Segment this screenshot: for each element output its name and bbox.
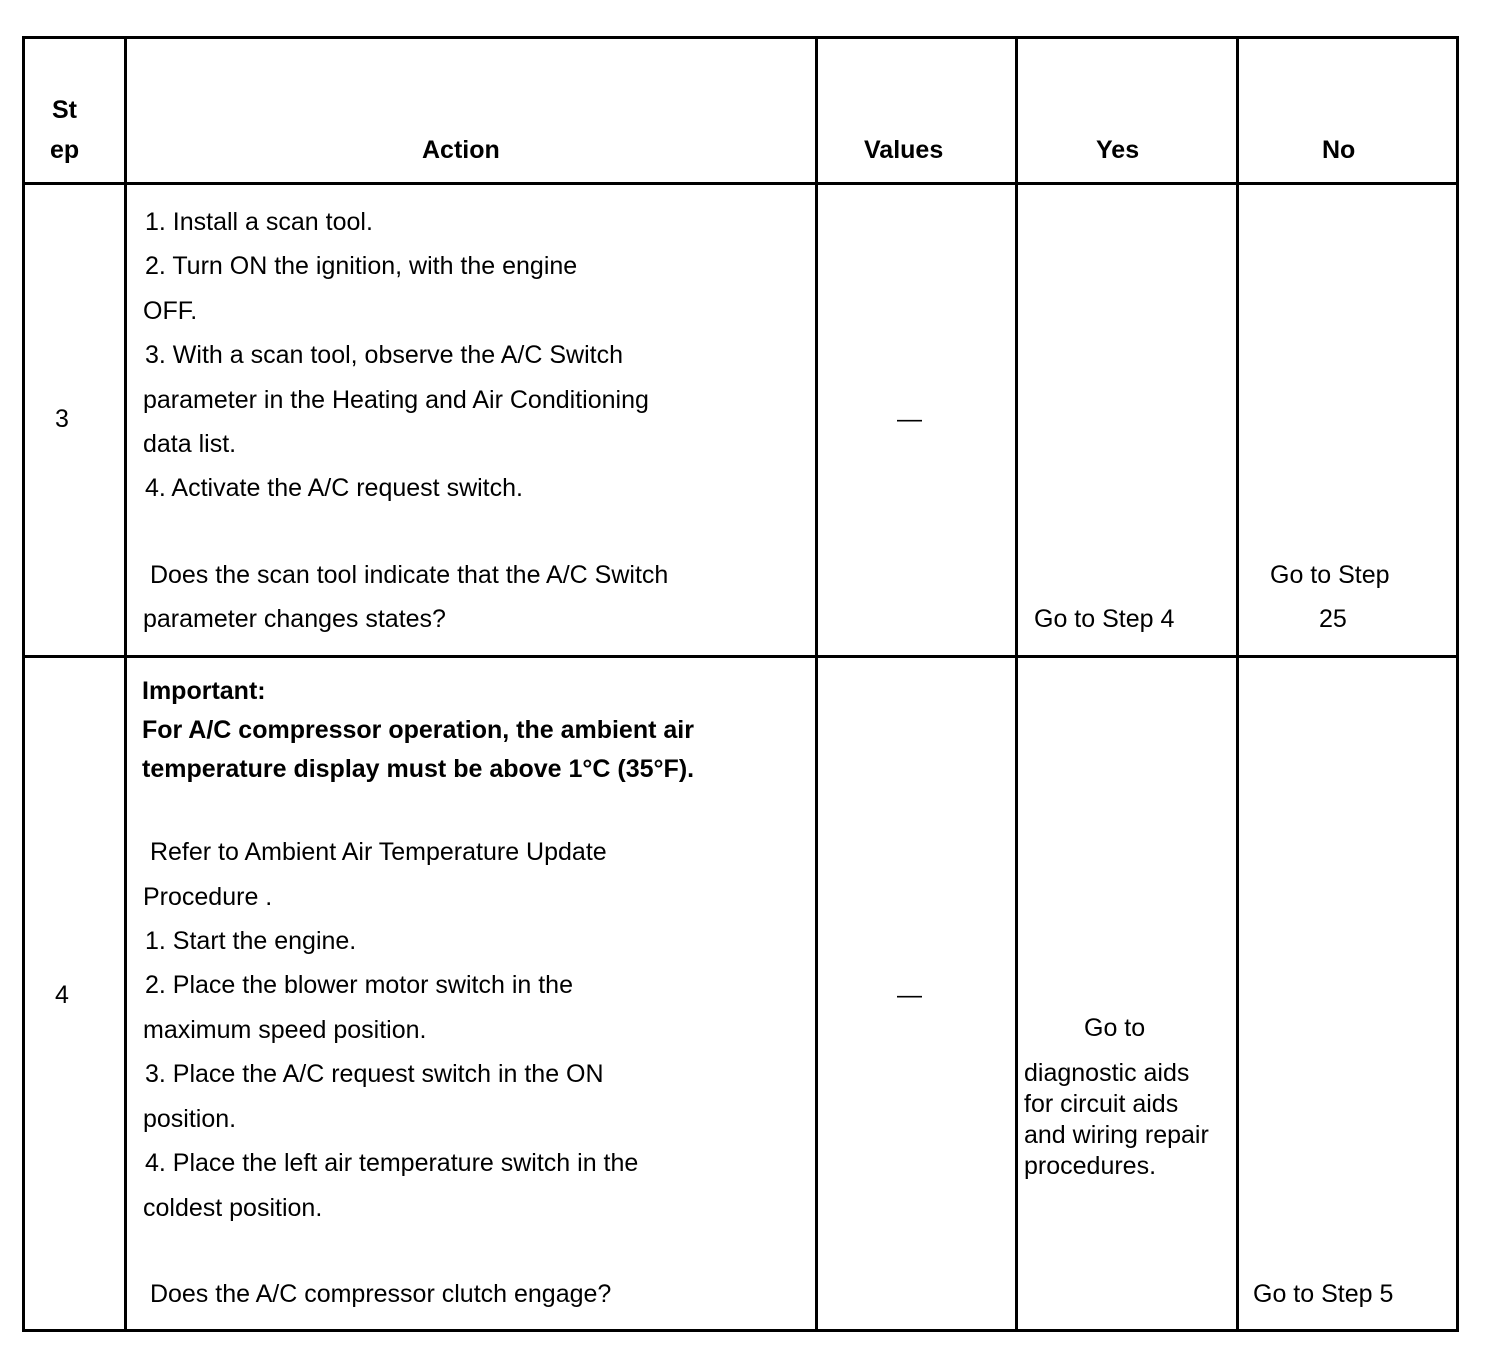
- action-line: 4. Activate the A/C request switch.: [145, 474, 523, 502]
- action-line: 2. Place the blower motor switch in the: [145, 971, 573, 999]
- yes-result-title: Go to: [1084, 1014, 1146, 1042]
- action-line: 4. Place the left air temperature switch in the: [145, 1149, 639, 1177]
- yes-result: Go to Step 4: [1034, 605, 1175, 633]
- header-yes: Yes: [1096, 136, 1140, 164]
- action-line: coldest position.: [143, 1194, 323, 1222]
- question-line: parameter changes states?: [143, 605, 446, 633]
- col-divider-step: [124, 36, 127, 1332]
- header-step-line1: St: [52, 96, 77, 124]
- question-line: Does the A/C compressor clutch engage?: [143, 1280, 612, 1308]
- col-divider-values: [1015, 36, 1018, 1332]
- values-dash: —: [897, 405, 922, 433]
- yes-result-line: procedures.: [1024, 1152, 1157, 1180]
- yes-result-line: diagnostic aids: [1024, 1059, 1190, 1087]
- header-divider: [22, 182, 1459, 185]
- action-line: 2. Turn ON the ignition, with the engine: [145, 252, 578, 280]
- step-number: 3: [55, 405, 69, 433]
- border-left: [22, 36, 25, 1332]
- values-dash: —: [897, 981, 922, 1009]
- no-result-line: Go to Step: [1270, 561, 1390, 589]
- header-no: No: [1322, 136, 1356, 164]
- action-line: 1. Install a scan tool.: [145, 208, 373, 236]
- action-line: position.: [143, 1105, 237, 1133]
- action-line: maximum speed position.: [143, 1016, 427, 1044]
- col-divider-action: [815, 36, 818, 1332]
- header-values: Values: [864, 136, 944, 164]
- important-line: temperature display must be above 1°C (35°F).: [142, 755, 695, 783]
- action-line: Procedure .: [143, 883, 273, 911]
- action-line: OFF.: [143, 297, 198, 325]
- col-divider-yes: [1236, 36, 1239, 1332]
- action-line: 3. Place the A/C request switch in the ON: [145, 1060, 604, 1088]
- action-line: 1. Start the engine.: [145, 927, 357, 955]
- header-action: Action: [422, 136, 500, 164]
- yes-result-line: for circuit aids: [1024, 1090, 1179, 1118]
- question-line: Does the scan tool indicate that the A/C Switch: [143, 561, 669, 589]
- important-heading: Important:: [142, 677, 266, 705]
- action-line: Refer to Ambient Air Temperature Update: [143, 838, 607, 866]
- step-number: 4: [55, 981, 69, 1009]
- header-step-line2: ep: [50, 136, 80, 164]
- action-line: data list.: [143, 430, 237, 458]
- no-result-line: 25: [1319, 605, 1347, 633]
- row-divider: [22, 655, 1459, 658]
- action-line: parameter in the Heating and Air Conditioning: [143, 386, 649, 414]
- no-result: Go to Step 5: [1253, 1280, 1394, 1308]
- border-bottom: [22, 1329, 1459, 1332]
- action-line: 3. With a scan tool, observe the A/C Switch: [145, 341, 624, 369]
- border-top: [22, 36, 1459, 39]
- yes-result-line: and wiring repair: [1024, 1121, 1209, 1149]
- important-line: For A/C compressor operation, the ambient air: [142, 716, 694, 744]
- border-right: [1456, 36, 1459, 1332]
